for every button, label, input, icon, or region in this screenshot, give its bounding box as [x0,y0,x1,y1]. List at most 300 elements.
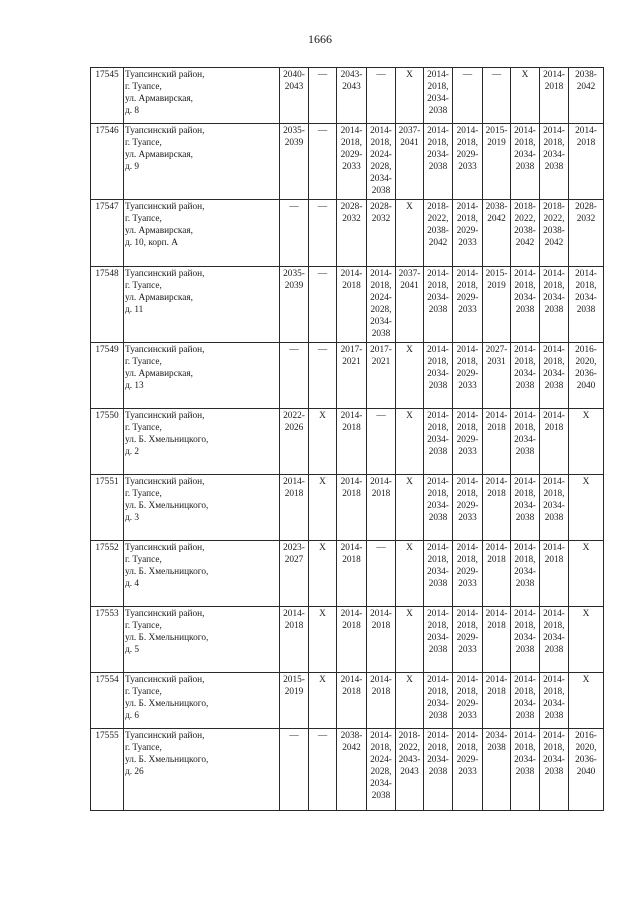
period-line: 2014- [456,126,479,136]
period-line: 2023- [283,543,305,553]
period-line: X [582,477,590,487]
period-cell [511,200,540,267]
period-cell [483,200,511,267]
period-line: 2014- [543,609,565,619]
period-line: 2038 [428,106,448,117]
period-line: 2034- [543,755,565,766]
address-line: Туапсинский район, [125,543,205,553]
period-line: 2014- [485,543,508,553]
address-line: ул. Армавирская, [125,226,193,237]
period-line: X [582,609,590,619]
address-line: Туапсинский район, [125,675,205,685]
period-line: 2014- [575,126,597,136]
period-line: 2042 [544,238,564,249]
period-line: 2038 [428,579,448,590]
period-cell [453,673,483,729]
period-line: 2014- [485,609,508,619]
address-line: д. 9 [125,162,140,173]
period-line: 2018, [341,138,362,149]
period-cell [424,409,453,475]
period-line: 2034- [427,699,449,710]
period-cell [280,267,309,343]
period-line: 2037- [398,126,421,136]
period-line: 2040- [283,70,305,80]
period-line: 2038- [485,202,508,212]
record-number-cell: 17549 [91,343,124,409]
address-line: г. Туапсе, [125,138,162,149]
period-line: 2018 [544,82,564,93]
period-line: 2015- [485,126,508,136]
period-line: 2014- [427,609,449,619]
address-line: ул. Армавирская, [125,293,193,304]
period-line: 2014- [456,411,479,421]
period-line: 2034- [543,633,565,644]
period-cell [367,475,396,541]
period-cell [396,68,424,124]
period-line: — [317,269,328,279]
period-line: 2042 [428,238,448,249]
period-cell [569,267,604,343]
period-line: 2039 [284,138,304,149]
address-line: д. 3 [125,513,140,524]
period-cell [483,475,511,541]
period-line: 2018 [487,555,506,566]
period-cell [569,673,604,729]
period-cell [569,541,604,607]
address-line: Туапсинский район, [125,609,205,619]
period-line: 2033 [458,305,477,316]
address-cell [124,68,280,124]
period-cell [367,267,396,343]
address-line: ул. Армавирская, [125,150,193,161]
period-line: 2014- [427,269,449,279]
period-cell [337,267,367,343]
record-number-cell: 17546 [91,124,124,200]
period-line: 2018, [514,423,536,434]
period-cell [309,475,337,541]
period-line: 2020, [575,743,597,754]
period-line: 2014- [456,345,479,355]
period-cell [280,200,309,267]
period-line: 2043 [342,82,361,93]
period-line: 2018, [457,489,478,500]
period-line: 2038 [544,381,564,392]
period-line: 2034- [427,369,449,380]
period-cell [280,343,309,409]
registry-body [91,68,604,811]
period-line: X [319,543,326,553]
period-line: 2014- [543,411,565,421]
table-row [91,673,604,729]
address-cell [124,541,280,607]
address-line: д. 26 [125,767,144,778]
period-line: 2018, [543,743,565,754]
period-cell [396,200,424,267]
period-line: 2014- [456,609,479,619]
period-line: 2021 [342,357,361,368]
period-line: 2018, [543,138,565,149]
table-row [91,267,604,343]
period-line: 2018 [284,489,304,500]
period-line: X [582,543,590,553]
period-line: 2015- [485,269,508,279]
period-line: 2014- [427,477,449,487]
period-line: 2027- [485,345,508,355]
period-line: 2015- [283,675,305,685]
period-cell [424,267,453,343]
address-line: г. Туапсе, [125,489,162,500]
period-cell [280,607,309,673]
address-line: ул. Армавирская, [125,94,193,105]
period-line: 2014- [427,70,449,80]
address-line: ул. Б. Хмельницкого, [125,567,209,578]
period-line: 2038 [515,579,535,590]
period-line: 2032 [576,214,596,225]
period-cell [569,607,604,673]
address-cell [124,673,280,729]
period-cell [424,124,453,200]
period-line: X [406,609,413,619]
period-line: 2038 [428,767,448,778]
period-line: 2029- [456,369,479,380]
period-line: 2028- [575,202,597,212]
period-line: 2014- [340,477,363,487]
period-cell [309,200,337,267]
period-line: 2028, [370,162,392,173]
address-cell [124,200,280,267]
period-line: 2014- [370,126,392,136]
period-line: X [406,70,413,80]
period-line: 2038 [428,711,448,722]
address-line: д. 11 [125,305,144,316]
period-line: 2028- [370,202,392,212]
period-line: 2014- [340,675,363,685]
period-cell [309,124,337,200]
address-line: ул. Б. Хмельницкого, [125,755,209,766]
period-cell [569,200,604,267]
period-line: 2038 [487,743,506,754]
period-cell [367,729,396,811]
period-cell [540,475,569,541]
table-row [91,68,604,124]
period-line: 2042 [487,214,506,225]
period-line: 2018 [342,621,361,632]
period-cell [396,673,424,729]
address-cell [124,729,280,811]
period-line: 2034- [514,567,536,578]
period-line: 2018 [487,621,506,632]
period-line: 2014- [370,609,392,619]
address-line: Туапсинский район, [125,269,205,279]
period-line: 2033 [458,381,477,392]
period-line: 2018 [342,489,361,500]
period-cell [453,124,483,200]
period-cell [309,729,337,811]
period-line: 2038- [543,226,565,237]
period-line: 2018 [371,489,391,500]
period-line: 2039 [284,281,304,292]
period-line: 2019 [487,138,506,149]
period-cell [309,607,337,673]
period-line: 2018, [457,743,478,754]
period-cell [396,343,424,409]
period-cell [569,475,604,541]
period-line: 2017- [340,345,363,355]
period-line: 2038 [515,447,535,458]
period-line: 2014- [456,202,479,212]
period-line: — [289,202,299,212]
address-line: Туапсинский район, [125,202,205,212]
record-number-cell: 17553 [91,607,124,673]
table-row [91,475,604,541]
period-line: 2038 [428,645,448,656]
period-line: — [376,70,386,80]
period-cell [396,607,424,673]
period-line: 2014- [514,269,536,279]
period-cell [540,124,569,200]
period-line: 2016- [575,731,597,741]
period-line: 2018, [457,138,478,149]
address-line: ул. Б. Хмельницкого, [125,699,209,710]
period-line: 2018 [544,423,564,434]
period-line: 2018, [457,281,478,292]
period-line: — [317,345,328,355]
table-row [91,729,604,811]
period-cell [483,673,511,729]
period-line: 2014- [427,675,449,685]
period-line: 2034- [514,501,536,512]
period-line: 2041 [400,281,419,292]
period-line: 2037- [398,269,421,279]
period-line: 2022, [543,214,565,225]
period-line: 2038- [575,70,597,80]
period-line: 2019 [487,281,506,292]
period-line: 2042 [576,82,596,93]
period-line: 2038 [544,513,564,524]
period-line: — [317,126,328,136]
period-line: 2043- [398,755,421,766]
period-line: 2021 [371,357,391,368]
period-cell [367,409,396,475]
address-line: ул. Б. Хмельницкого, [125,435,209,446]
period-line: 2018, [427,423,449,434]
period-line: 2034- [370,317,392,328]
period-cell [483,343,511,409]
period-line: X [406,675,413,685]
period-cell [540,541,569,607]
period-line: — [376,543,386,553]
period-line: 2018, [427,743,449,754]
period-cell [280,409,309,475]
period-line: 2038 [515,645,535,656]
period-cell [337,200,367,267]
period-line: 2018, [543,281,565,292]
period-line: X [406,202,413,212]
page-number: 1666 [308,32,332,46]
period-line: 2014- [456,543,479,553]
period-line: 2018, [514,357,536,368]
period-line: 2018, [457,687,478,698]
period-line: 2028- [340,202,363,212]
period-line: 2034- [427,755,449,766]
period-cell [367,200,396,267]
record-number-cell: 17554 [91,673,124,729]
period-cell [540,343,569,409]
period-line: 2033 [458,579,477,590]
period-cell [396,124,424,200]
address-line: Туапсинский район, [125,345,205,355]
period-line: 2014- [514,675,536,685]
period-line: 2018- [543,202,565,212]
period-line: 2034- [427,567,449,578]
period-line: 2018, [427,621,449,632]
address-line: ул. Б. Хмельницкого, [125,633,209,644]
period-cell [280,729,309,811]
period-cell [483,607,511,673]
period-cell [337,124,367,200]
period-line: 2038 [515,711,535,722]
period-cell [396,409,424,475]
period-cell [367,607,396,673]
period-line: 2018 [487,687,506,698]
period-cell [453,267,483,343]
period-cell [424,68,453,124]
address-cell [124,267,280,343]
period-line: 2036- [575,369,597,380]
period-line: 2014- [543,345,565,355]
period-cell [337,729,367,811]
period-line: 2018, [427,82,449,93]
address-line: г. Туапсе, [125,357,162,368]
period-line: 2042 [342,743,361,754]
period-line: 2018, [514,555,536,566]
period-line: 2018, [457,423,478,434]
period-line: 2032 [342,214,361,225]
period-line: 2014- [514,126,536,136]
address-cell [124,124,280,200]
period-line: 2014- [514,731,536,741]
period-cell [280,124,309,200]
record-number-cell: 17551 [91,475,124,541]
period-line: 2018 [544,555,564,566]
period-line: 2038 [371,186,391,197]
period-line: 2018, [427,489,449,500]
record-number-cell: 17547 [91,200,124,267]
address-cell [124,475,280,541]
period-line: 2038 [428,381,448,392]
period-line: 2018, [514,489,536,500]
period-line: 2014- [370,731,392,741]
period-line: 2014- [340,269,363,279]
period-cell [280,541,309,607]
period-line: 2035- [283,269,305,279]
period-line: 2014- [456,675,479,685]
period-line: 2014- [340,543,363,553]
address-line: д. 10, корп. А [125,238,179,249]
period-line: 2018, [427,281,449,292]
record-number-cell: 17552 [91,541,124,607]
period-cell [396,267,424,343]
period-line: 2018, [370,743,392,754]
period-line: 2034- [514,369,536,380]
period-line: — [289,731,299,741]
period-line: X [319,609,326,619]
period-line: 2018 [487,489,506,500]
period-line: 2014- [340,411,363,421]
period-line: 2029- [456,226,479,237]
period-line: — [376,411,386,421]
period-line: 2014- [370,477,392,487]
period-line: 2014- [543,269,565,279]
address-line: ул. Армавирская, [125,369,193,380]
period-cell [569,409,604,475]
period-line: X [406,477,413,487]
period-line: 2018, [427,357,449,368]
period-line: 2018, [514,138,536,149]
period-cell [337,541,367,607]
period-cell [453,541,483,607]
period-cell [453,200,483,267]
period-line: 2033 [458,513,477,524]
period-line: 2029- [456,633,479,644]
period-cell [511,124,540,200]
period-cell [337,409,367,475]
period-cell [540,729,569,811]
period-line: 2034- [514,755,536,766]
period-cell [424,541,453,607]
period-line: X [406,411,413,421]
period-line: X [521,70,529,80]
period-line: 2038- [427,226,449,237]
period-line: 2034- [427,633,449,644]
period-line: 2014- [370,675,392,685]
period-line: 2033 [458,645,477,656]
address-cell [124,607,280,673]
period-line: 2014- [340,126,363,136]
period-line: 2019 [284,687,304,698]
period-line: 2016- [575,345,597,355]
period-cell [337,607,367,673]
period-line: 2014- [543,126,565,136]
period-line: 2014- [543,70,565,80]
period-line: — [317,70,328,80]
period-line: 2035- [283,126,305,136]
period-cell [424,673,453,729]
period-line: 2038 [515,305,535,316]
period-cell [483,729,511,811]
period-line: 2034- [370,779,392,790]
address-line: г. Туапсе, [125,621,162,632]
period-line: 2014- [370,269,392,279]
period-line: 2038- [340,731,363,741]
record-number-cell: 17545 [91,68,124,124]
period-line: 2014- [543,675,565,685]
period-line: 2034- [543,150,565,161]
period-line: 2018, [514,743,536,754]
period-cell [511,409,540,475]
period-cell [569,343,604,409]
period-line: — [317,202,328,212]
period-line: 2018 [284,621,304,632]
period-line: 2038 [515,381,535,392]
period-cell [309,267,337,343]
period-cell [337,475,367,541]
table-row [91,343,604,409]
period-line: 2018, [457,357,478,368]
period-line: — [491,70,502,80]
period-line: 2034- [543,293,565,304]
period-line: 2029- [456,567,479,578]
